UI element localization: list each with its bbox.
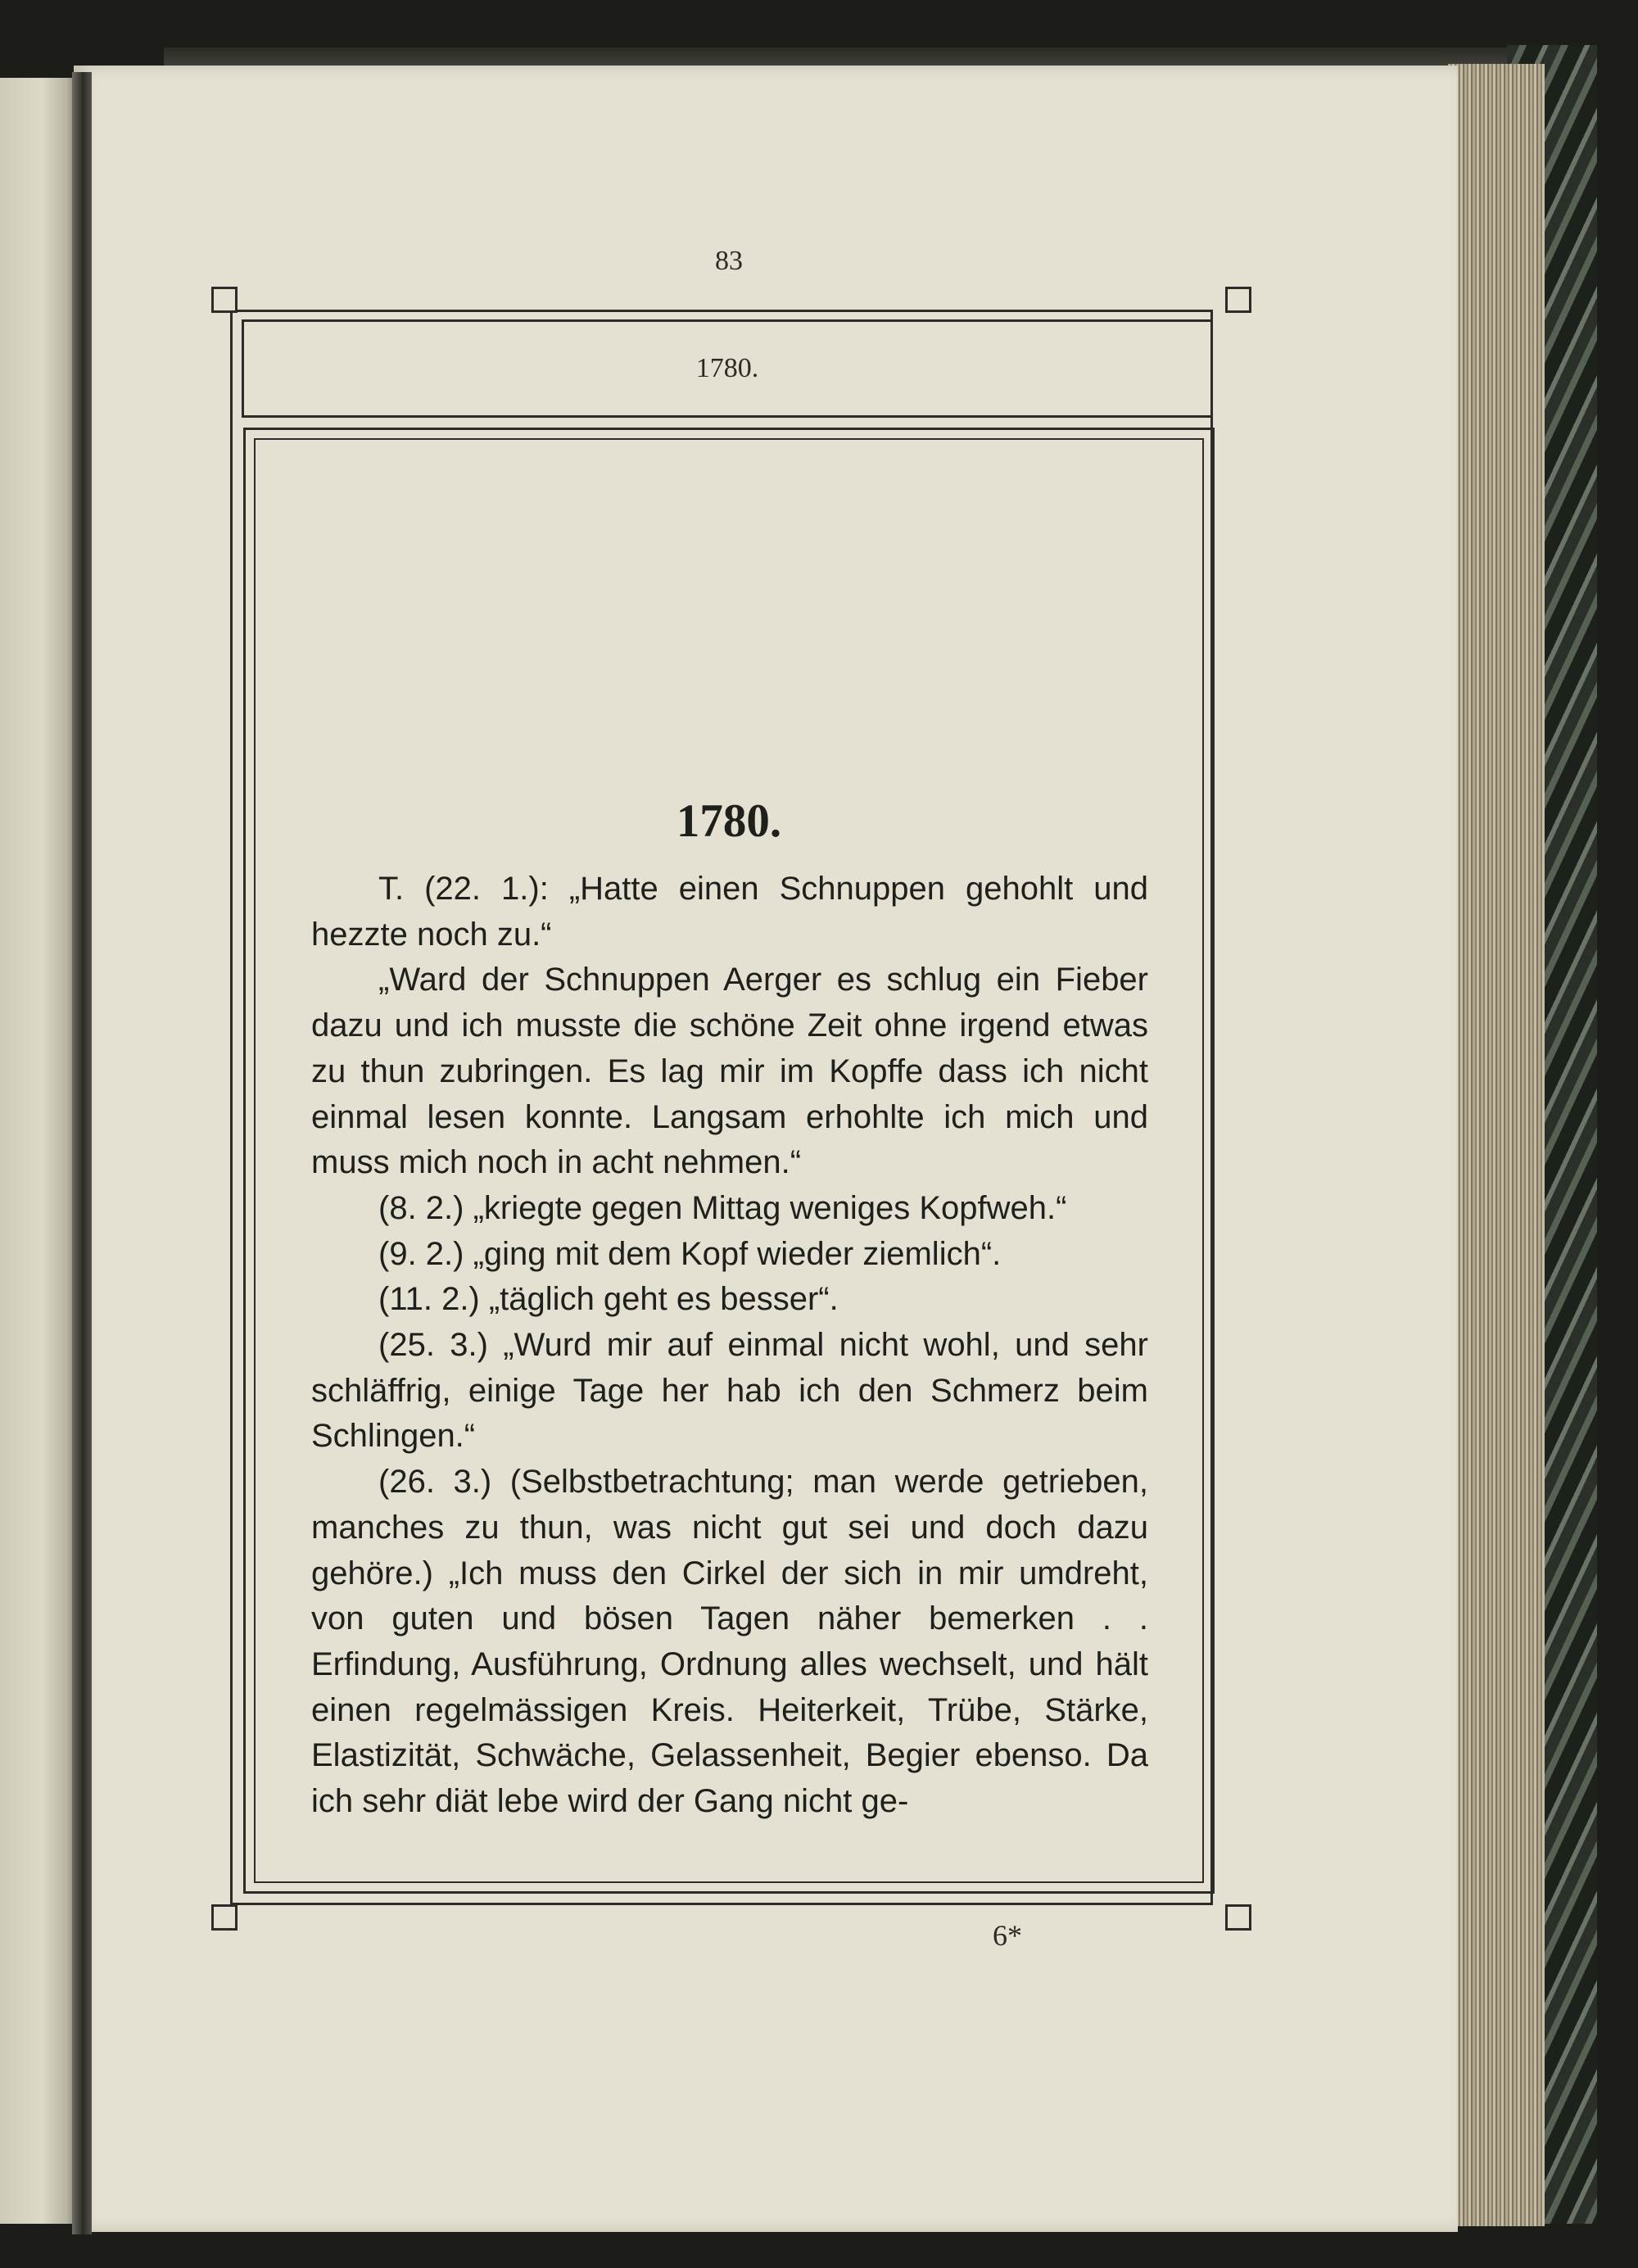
frame-corner-top-left bbox=[211, 287, 238, 313]
running-head-box bbox=[242, 319, 1213, 418]
page-number: 83 bbox=[715, 246, 743, 276]
paragraph: „Ward der Schnuppen Aerger es schlug ein Fieber dazu und ich musste die schöne Zeit ohne irgend etwas zu thun zubringen. Es lag mir im Kopffe dass ich nicht einmal lesen konnte. Langsam erhohlte ich mich und muss mich noch in acht nehmen.“ bbox=[311, 962, 1148, 1181]
paragraph: (11. 2.) „täglich geht es besser“. bbox=[378, 1281, 839, 1318]
facing-page-edge bbox=[0, 78, 75, 2224]
body-text bbox=[311, 867, 1148, 1825]
signature-mark: 6* bbox=[993, 1919, 1022, 1952]
page-fore-edge bbox=[1448, 64, 1545, 2226]
chapter-heading: 1780. bbox=[676, 795, 782, 847]
paragraph: (26. 3.) (Selbstbetrachtung; man werde getrieben, manches zu thun, was nicht gut sei und doch dazu gehöre.) „Ich muss den Cirkel der sich in mir umdreht, von guten und bösen Tagen näher bemerken . . Erfindung, Ausführung, Ordnung alles wechselt, und hält einen regelmässigen Kreis. Heiterkeit, Trübe, Stärke, Elastizität, Schwäche, Gelassenheit, Begier ebenso. Da ich sehr diät lebe wird der Gang nicht ge- bbox=[311, 1464, 1148, 1820]
frame-corner-bottom-left bbox=[211, 1904, 238, 1931]
book-gutter bbox=[72, 72, 92, 2234]
paragraph: (8. 2.) „kriegte gegen Mittag weniges Kopfweh.“ bbox=[378, 1189, 1067, 1226]
paragraph: (25. 3.) „Wurd mir auf einmal nicht wohl, und sehr schläffrig, einige Tage her hab ich den Schmerz beim Schlingen.“ bbox=[311, 1327, 1148, 1455]
paragraph: T. (22. 1.): „Hatte einen Schnuppen gehohlt und hezzte noch zu.“ bbox=[311, 871, 1148, 953]
frame-corner-top-right bbox=[1225, 287, 1251, 313]
running-head: 1780. bbox=[695, 353, 759, 383]
frame-corner-bottom-right bbox=[1225, 1904, 1251, 1931]
paragraph: (9. 2.) „ging mit dem Kopf wieder ziemlich“. bbox=[378, 1235, 1002, 1272]
